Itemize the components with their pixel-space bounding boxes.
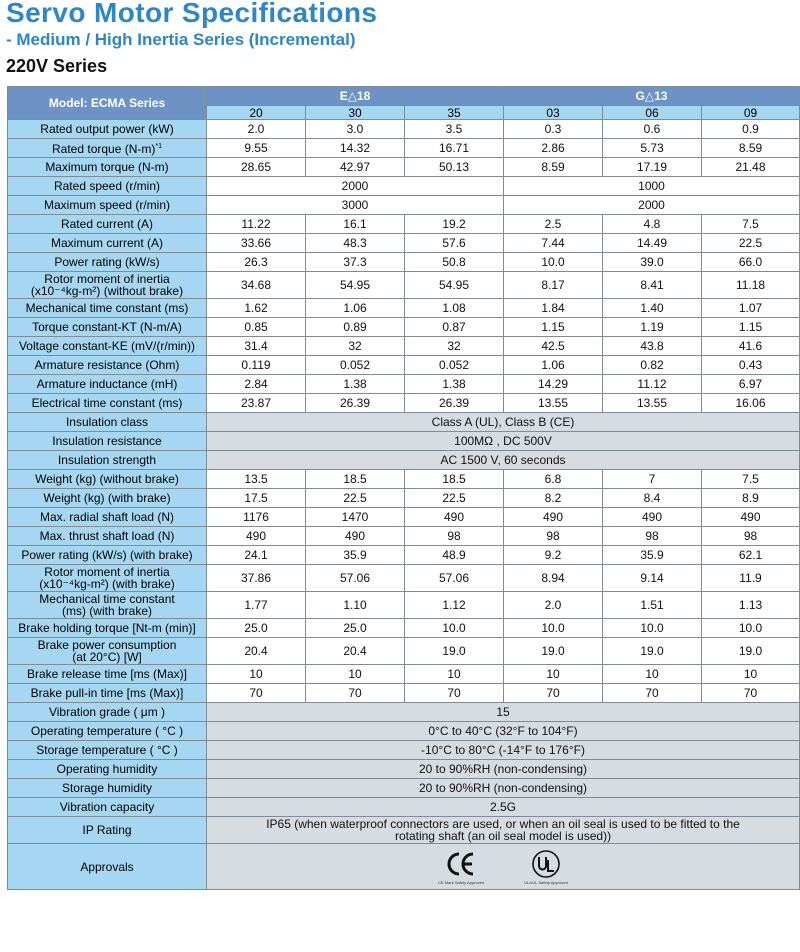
table-row <box>8 470 800 489</box>
value-cell: 0.43 <box>702 356 800 375</box>
value-cell: 57.6 <box>405 234 504 253</box>
value-cell: 1.15 <box>504 318 603 337</box>
row-label-line: (x10⁻⁴kg-m²) (without brake) <box>30 284 184 298</box>
table-row <box>8 638 800 665</box>
model-column-header: 35 <box>405 106 504 120</box>
value-cell: 10 <box>207 665 306 684</box>
row-label-text: Approvals <box>80 859 134 874</box>
value-cell: 8.17 <box>504 272 603 299</box>
value-cell: 16.71 <box>405 139 504 158</box>
value-cell: 0.85 <box>207 318 306 337</box>
value-cell: 1.38 <box>405 375 504 394</box>
row-label-text: Vibration grade ( μm ) <box>48 705 166 719</box>
value-cell: 1.12 <box>405 592 504 619</box>
row-label <box>8 413 207 432</box>
row-label-text: Storage humidity <box>61 781 153 795</box>
value-cell: 8.41 <box>603 272 702 299</box>
row-label-text: Rated current (A) <box>60 217 154 231</box>
row-label <box>8 817 207 844</box>
value-cell: 4.8 <box>603 215 702 234</box>
value-cell: 8.59 <box>504 158 603 177</box>
value-cell: 490 <box>306 527 405 546</box>
row-label <box>8 356 207 375</box>
value-cell: 19.0 <box>405 638 504 665</box>
value-cell: 70 <box>702 684 800 703</box>
value-cell: 1.07 <box>702 299 800 318</box>
row-label-line: (ms) (with brake) <box>61 604 152 618</box>
value-cell: 490 <box>702 508 800 527</box>
value-cell: 48.3 <box>306 234 405 253</box>
spanned-value-line: rotating shaft (an oil seal model is used)) <box>394 829 612 843</box>
row-label-text: Electrical time constant (ms) <box>31 396 183 410</box>
value-cell: 14.29 <box>504 375 603 394</box>
model-column-header: 09 <box>702 106 800 120</box>
row-label <box>8 337 207 356</box>
value-cell: 11.9 <box>702 565 800 592</box>
table-row <box>8 703 800 722</box>
table-row <box>8 779 800 798</box>
value-cell: 10.0 <box>504 253 603 272</box>
row-label <box>8 394 207 413</box>
value-cell: 17.19 <box>603 158 702 177</box>
row-label-text: Maximum speed (r/min) <box>43 198 171 212</box>
value-cell: 26.39 <box>405 394 504 413</box>
value-cell: 11.18 <box>702 272 800 299</box>
value-cell: 10 <box>504 665 603 684</box>
value-cell: 50.13 <box>405 158 504 177</box>
row-label-text: Rated speed (r/min) <box>53 179 161 193</box>
value-cell: 98 <box>405 527 504 546</box>
value-cell: 35.9 <box>306 546 405 565</box>
row-label <box>8 619 207 638</box>
value-cell: 26.3 <box>207 253 306 272</box>
row-label <box>8 470 207 489</box>
table-row <box>8 158 800 177</box>
table-row <box>8 592 800 619</box>
row-label-line: (x10⁻⁴kg-m²) (with brake) <box>39 577 175 591</box>
ce-mark-icon <box>445 848 477 880</box>
row-label <box>8 565 207 592</box>
value-cell: 7.5 <box>702 215 800 234</box>
row-label <box>8 703 207 722</box>
value-cell: 31.4 <box>207 337 306 356</box>
value-cell: 7.5 <box>702 470 800 489</box>
value-cell: 3.0 <box>306 120 405 139</box>
value-cell: 17.5 <box>207 489 306 508</box>
group-header-e18: E△18 <box>207 87 504 106</box>
table-row <box>8 196 800 215</box>
page-title: Servo Motor Specifications <box>6 0 378 28</box>
row-label-line: Mechanical time constant <box>39 592 175 606</box>
value-cell: 13.55 <box>504 394 603 413</box>
value-cell: 6.8 <box>504 470 603 489</box>
spanned-value-cell: AC 1500 V, 60 seconds <box>207 451 800 470</box>
table-row <box>8 139 800 158</box>
spec-table <box>7 86 800 890</box>
spanned-value-cell: 100MΩ , DC 500V <box>207 432 800 451</box>
row-label-text: Brake pull-in time [ms (Max)] <box>30 686 184 700</box>
value-cell: 490 <box>207 527 306 546</box>
row-label-line: Rotor moment of inertia <box>44 272 170 286</box>
model-column-header: 03 <box>504 106 603 120</box>
table-row <box>8 527 800 546</box>
value-cell: 7 <box>603 470 702 489</box>
ul-listed-icon <box>530 848 562 880</box>
table-row <box>8 272 800 299</box>
value-cell: 37.3 <box>306 253 405 272</box>
value-cell: 1.13 <box>702 592 800 619</box>
value-cell: 98 <box>702 527 800 546</box>
value-cell: 10 <box>702 665 800 684</box>
row-label-text: Armature inductance (mH) <box>36 377 178 391</box>
merged-value-cell: 2000 <box>207 177 504 196</box>
row-label-text: Armature resistance (Ohm) <box>34 358 180 372</box>
row-label-line: Rotor moment of inertia <box>44 565 170 579</box>
value-cell: 10 <box>405 665 504 684</box>
table-row <box>8 817 800 844</box>
value-cell: 490 <box>504 508 603 527</box>
value-cell: 9.14 <box>603 565 702 592</box>
value-cell: 14.32 <box>306 139 405 158</box>
value-cell: 70 <box>207 684 306 703</box>
table-row <box>8 451 800 470</box>
row-label-text: Vibration capacity <box>59 800 155 814</box>
row-label <box>8 684 207 703</box>
merged-value-cell: 1000 <box>504 177 800 196</box>
row-label-text: Maximum current (A) <box>50 236 163 250</box>
value-cell: 1.06 <box>504 356 603 375</box>
row-label <box>8 592 207 619</box>
value-cell: 98 <box>603 527 702 546</box>
table-row <box>8 299 800 318</box>
value-cell: 62.1 <box>702 546 800 565</box>
row-label <box>8 489 207 508</box>
value-cell: 35.9 <box>603 546 702 565</box>
value-cell: 70 <box>603 684 702 703</box>
spanned-value-cell: Class A (UL), Class B (CE) <box>207 413 800 432</box>
value-cell: 2.5 <box>504 215 603 234</box>
spanned-value-line: IP65 (when waterproof connectors are used, or when an oil seal is used to be fitted to the <box>266 817 740 831</box>
row-label <box>8 299 207 318</box>
row-label-text: Operating temperature ( °C ) <box>30 724 184 738</box>
value-cell: 8.59 <box>702 139 800 158</box>
value-cell: 22.5 <box>702 234 800 253</box>
value-cell: 0.052 <box>306 356 405 375</box>
value-cell: 0.87 <box>405 318 504 337</box>
value-cell: 1.06 <box>306 299 405 318</box>
value-cell: 2.0 <box>504 592 603 619</box>
value-cell: 1176 <box>207 508 306 527</box>
value-cell: 20.4 <box>306 638 405 665</box>
value-cell: 26.39 <box>306 394 405 413</box>
spec-table-body <box>8 87 800 890</box>
value-cell: 16.1 <box>306 215 405 234</box>
model-header: Model: ECMA Series <box>8 87 207 120</box>
value-cell: 22.5 <box>405 489 504 508</box>
value-cell: 16.06 <box>702 394 800 413</box>
merged-value-cell: 2000 <box>504 196 800 215</box>
row-label-text: Weight (kg) (with brake) <box>43 491 171 505</box>
value-cell: 57.06 <box>405 565 504 592</box>
value-cell: 70 <box>405 684 504 703</box>
table-row <box>8 234 800 253</box>
row-label <box>8 798 207 817</box>
row-label-text: Voltage constant-KE (mV/(r/min)) <box>18 339 196 353</box>
approvals-cell <box>207 844 800 890</box>
row-label <box>8 722 207 741</box>
value-cell: 1.15 <box>702 318 800 337</box>
table-row <box>8 120 800 139</box>
table-row <box>8 684 800 703</box>
value-cell: 10 <box>603 665 702 684</box>
value-cell: 490 <box>603 508 702 527</box>
value-cell: 41.6 <box>702 337 800 356</box>
spanned-value-cell: 20 to 90%RH (non-condensing) <box>207 779 800 798</box>
row-label <box>8 665 207 684</box>
table-row <box>8 508 800 527</box>
value-cell: 1.08 <box>405 299 504 318</box>
row-label <box>8 272 207 299</box>
spanned-value-cell <box>207 817 800 844</box>
value-cell: 8.9 <box>702 489 800 508</box>
value-cell: 7.44 <box>504 234 603 253</box>
table-row <box>8 318 800 337</box>
table-row <box>8 215 800 234</box>
table-row <box>8 798 800 817</box>
value-cell: 9.2 <box>504 546 603 565</box>
row-label-text: Maximum torque (N-m) <box>45 160 169 174</box>
row-label <box>8 215 207 234</box>
value-cell: 1.10 <box>306 592 405 619</box>
row-label-text: Power rating (kW/s) <box>54 255 160 269</box>
row-label-text: Rated output power (kW) <box>40 122 174 136</box>
value-cell: 34.68 <box>207 272 306 299</box>
series-label: 220V Series <box>6 56 108 76</box>
value-cell: 57.06 <box>306 565 405 592</box>
row-label-text: Power rating (kW/s) (with brake) <box>21 548 193 562</box>
value-cell: 42.5 <box>504 337 603 356</box>
row-label <box>8 844 207 890</box>
row-label-text: IP Rating <box>82 823 132 837</box>
model-column-header: 06 <box>603 106 702 120</box>
value-cell: 1.84 <box>504 299 603 318</box>
row-label <box>8 546 207 565</box>
row-label <box>8 196 207 215</box>
row-label-text: Brake holding torque [Nt-m (min)] <box>18 621 196 635</box>
row-label <box>8 177 207 196</box>
table-row <box>8 253 800 272</box>
row-label <box>8 638 207 665</box>
value-cell: 70 <box>504 684 603 703</box>
value-cell: 19.0 <box>702 638 800 665</box>
row-label-text: Torque constant-KT (N-m/A) <box>32 320 182 334</box>
row-label <box>8 234 207 253</box>
value-cell: 66.0 <box>702 253 800 272</box>
row-label-text: Operating humidity <box>56 762 158 776</box>
value-cell: 14.49 <box>603 234 702 253</box>
value-cell: 13.55 <box>603 394 702 413</box>
model-column-header: 20 <box>207 106 306 120</box>
row-label <box>8 253 207 272</box>
value-cell: 22.5 <box>306 489 405 508</box>
page-subtitle: - Medium / High Inertia Series (Incremental) <box>6 30 356 49</box>
value-cell: 0.3 <box>504 120 603 139</box>
table-row <box>8 565 800 592</box>
value-cell: 0.89 <box>306 318 405 337</box>
value-cell: 1.62 <box>207 299 306 318</box>
value-cell: 32 <box>405 337 504 356</box>
row-label-line: Brake power consumption <box>37 638 177 652</box>
value-cell: 8.2 <box>504 489 603 508</box>
value-cell: 37.86 <box>207 565 306 592</box>
value-cell: 8.94 <box>504 565 603 592</box>
spanned-value-cell: -10°C to 80°C (-14°F to 176°F) <box>207 741 800 760</box>
value-cell: 5.73 <box>603 139 702 158</box>
row-label-text: Insulation strength <box>57 453 157 467</box>
table-row <box>8 394 800 413</box>
spanned-value-cell: 15 <box>207 703 800 722</box>
value-cell: 0.119 <box>207 356 306 375</box>
row-label-text: Weight (kg) (without brake) <box>35 472 179 486</box>
row-label-text: Mechanical time constant (ms) <box>25 301 189 315</box>
value-cell: 9.55 <box>207 139 306 158</box>
row-label <box>8 432 207 451</box>
group-header-g13: G△13 <box>504 87 800 106</box>
row-label <box>8 760 207 779</box>
table-row <box>8 337 800 356</box>
row-label-text: Max. thrust shaft load (N) <box>39 529 175 543</box>
value-cell: 1470 <box>306 508 405 527</box>
value-cell: 25.0 <box>207 619 306 638</box>
row-label <box>8 779 207 798</box>
row-label <box>8 527 207 546</box>
spanned-value-cell: 20 to 90%RH (non-condensing) <box>207 760 800 779</box>
value-cell: 1.40 <box>603 299 702 318</box>
value-cell: 18.5 <box>306 470 405 489</box>
row-label-text: Rated torque (N-m) <box>52 142 156 156</box>
value-cell: 0.82 <box>603 356 702 375</box>
value-cell: 1.51 <box>603 592 702 619</box>
table-row <box>8 177 800 196</box>
value-cell: 10.0 <box>504 619 603 638</box>
table-row <box>8 722 800 741</box>
table-row <box>8 489 800 508</box>
table-row <box>8 665 800 684</box>
row-label-text: Insulation class <box>65 415 149 429</box>
value-cell: 19.0 <box>504 638 603 665</box>
table-row <box>8 413 800 432</box>
row-label-text: Storage temperature ( °C ) <box>36 743 178 757</box>
model-column-header: 30 <box>306 106 405 120</box>
value-cell: 33.66 <box>207 234 306 253</box>
value-cell: 13.5 <box>207 470 306 489</box>
value-cell: 11.22 <box>207 215 306 234</box>
value-cell: 2.84 <box>207 375 306 394</box>
row-label <box>8 375 207 394</box>
value-cell: 1.38 <box>306 375 405 394</box>
value-cell: 21.48 <box>702 158 800 177</box>
row-label <box>8 139 207 158</box>
table-row <box>8 432 800 451</box>
value-cell: 1.77 <box>207 592 306 619</box>
value-cell: 43.8 <box>603 337 702 356</box>
merged-value-cell: 3000 <box>207 196 504 215</box>
row-label <box>8 158 207 177</box>
value-cell: 39.0 <box>603 253 702 272</box>
value-cell: 6.97 <box>702 375 800 394</box>
spanned-value-cell: 2.5G <box>207 798 800 817</box>
value-cell: 70 <box>306 684 405 703</box>
row-label <box>8 120 207 139</box>
value-cell: 48.9 <box>405 546 504 565</box>
table-row <box>8 741 800 760</box>
value-cell: 20.4 <box>207 638 306 665</box>
value-cell: 11.12 <box>603 375 702 394</box>
ul-caption: UL/cUL Safety Approved <box>524 880 568 885</box>
row-label-text: Insulation resistance <box>52 434 162 448</box>
value-cell: 23.87 <box>207 394 306 413</box>
row-label-line: (at 20°C) [W] <box>72 650 142 664</box>
value-cell: 10 <box>306 665 405 684</box>
row-label-text: Max. radial shaft load (N) <box>39 510 175 524</box>
value-cell: 10.0 <box>405 619 504 638</box>
value-cell: 0.9 <box>702 120 800 139</box>
value-cell: 1.19 <box>603 318 702 337</box>
value-cell: 19.0 <box>603 638 702 665</box>
row-label <box>8 451 207 470</box>
row-label <box>8 318 207 337</box>
value-cell: 18.5 <box>405 470 504 489</box>
table-row <box>8 356 800 375</box>
ce-mark <box>438 848 484 885</box>
value-cell: 98 <box>504 527 603 546</box>
value-cell: 42.97 <box>306 158 405 177</box>
value-cell: 2.86 <box>504 139 603 158</box>
value-cell: 25.0 <box>306 619 405 638</box>
table-row <box>8 844 800 890</box>
table-row <box>8 375 800 394</box>
value-cell: 10.0 <box>603 619 702 638</box>
value-cell: 3.5 <box>405 120 504 139</box>
value-cell: 19.2 <box>405 215 504 234</box>
table-row <box>8 760 800 779</box>
value-cell: 32 <box>306 337 405 356</box>
row-label <box>8 741 207 760</box>
value-cell: 0.6 <box>603 120 702 139</box>
value-cell: 0.052 <box>405 356 504 375</box>
value-cell: 24.1 <box>207 546 306 565</box>
footnote-marker: *1 <box>155 143 162 150</box>
ce-caption: CE Mark Safety Approved <box>438 880 485 885</box>
table-row <box>8 546 800 565</box>
value-cell: 50.8 <box>405 253 504 272</box>
value-cell: 2.0 <box>207 120 306 139</box>
ul-mark <box>524 848 568 885</box>
table-row <box>8 619 800 638</box>
value-cell: 490 <box>405 508 504 527</box>
value-cell: 28.65 <box>207 158 306 177</box>
page-header <box>0 0 800 86</box>
row-label-text: Brake release time [ms (Max)] <box>26 667 188 681</box>
value-cell: 10.0 <box>702 619 800 638</box>
value-cell: 54.95 <box>405 272 504 299</box>
value-cell: 8.4 <box>603 489 702 508</box>
value-cell: 54.95 <box>306 272 405 299</box>
spanned-value-cell: 0°C to 40°C (32°F to 104°F) <box>207 722 800 741</box>
row-label <box>8 508 207 527</box>
